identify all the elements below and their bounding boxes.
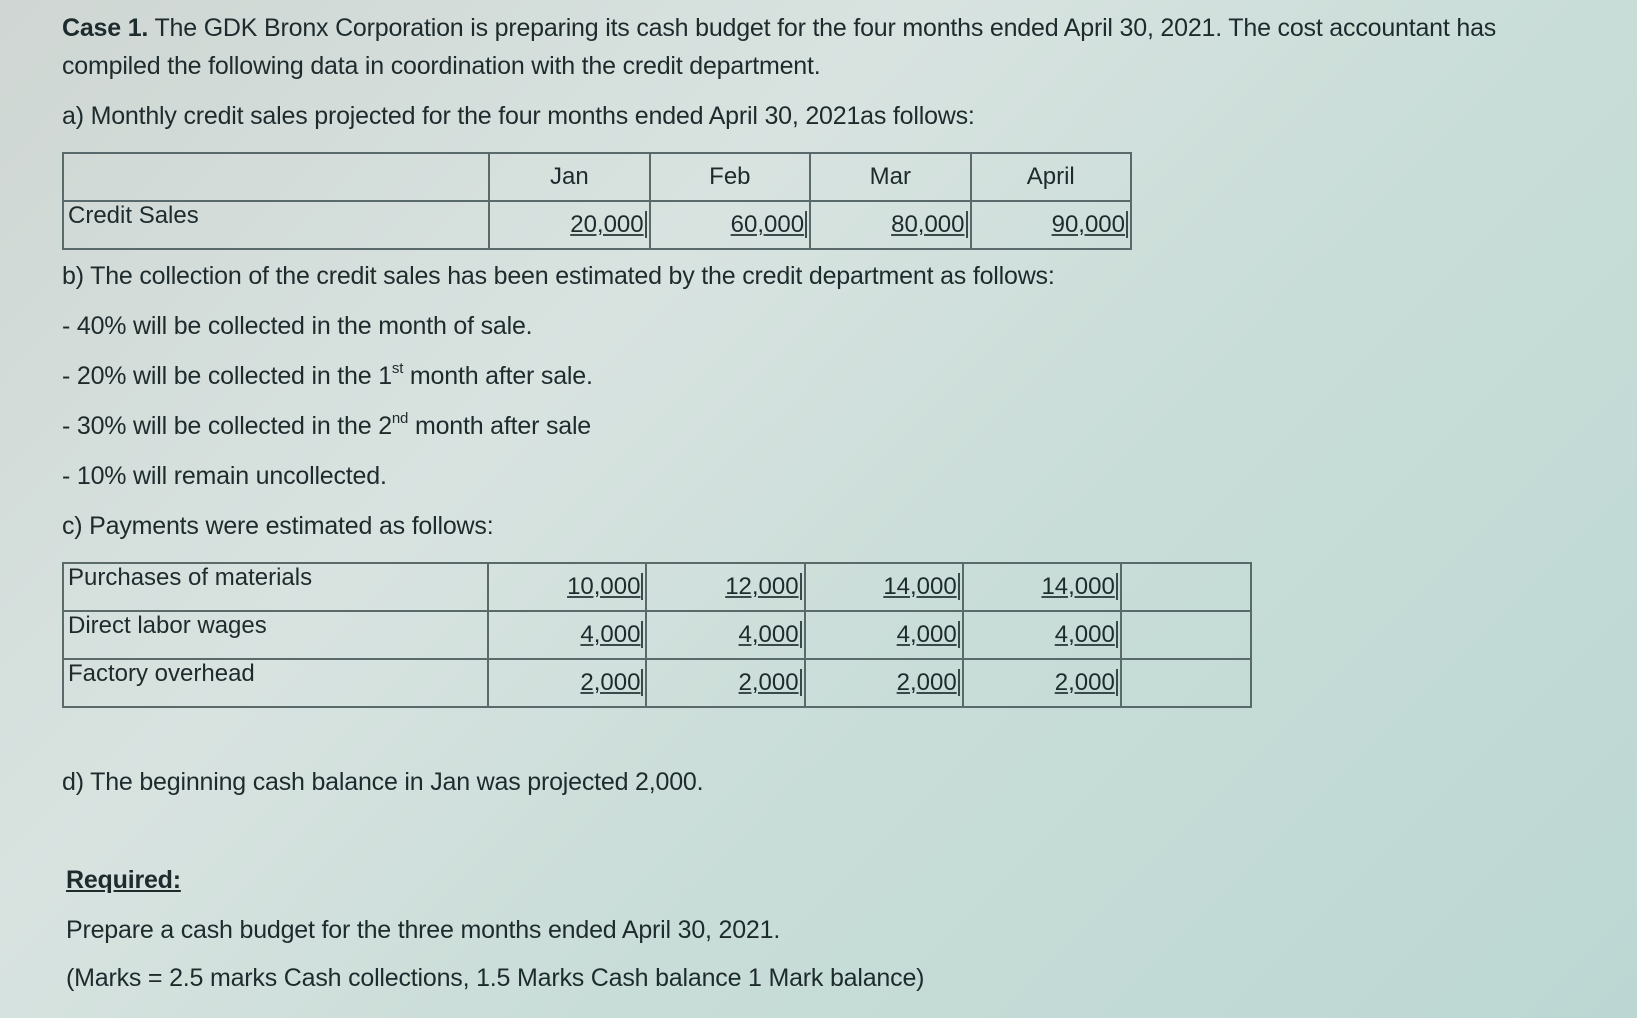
payment-value: 4,000 <box>963 611 1121 659</box>
payment-value: 14,000 <box>963 563 1121 611</box>
intro-text-1: The GDK Bronx Corporation is preparing its cash budget for the four months ended April 30, 2021. The cost accountant has <box>148 14 1497 42</box>
required-label: Required: <box>66 866 181 894</box>
section-d-text: d) The beginning cash balance in Jan was projected 2,000. <box>62 768 704 796</box>
header-jan: Jan <box>489 153 649 201</box>
credit-sales-jan: 20,000 <box>489 201 649 249</box>
required-line-2: (Marks = 2.5 marks Cash collections, 1.5 Marks Cash balance 1 Mark balance) <box>66 964 925 992</box>
section-c-text: c) Payments were estimated as follows: <box>62 512 494 540</box>
payments-table <box>62 562 1252 708</box>
payment-empty-cell <box>1121 659 1251 707</box>
payment-value: 4,000 <box>488 611 646 659</box>
collection-item-3: - 30% will be collected in the 2nd month after sale <box>62 410 592 440</box>
credit-sales-row <box>63 201 1131 249</box>
payment-value: 12,000 <box>646 563 804 611</box>
collection-item-4: - 10% will remain uncollected. <box>62 462 387 490</box>
case-label: Case 1. <box>62 14 149 42</box>
intro-line-1 <box>62 14 1496 43</box>
collection-item-1: - 40% will be collected in the month of sale. <box>62 312 533 340</box>
payments-row <box>63 563 1251 611</box>
payment-label: Direct labor wages <box>63 611 488 659</box>
credit-sales-april: 90,000 <box>971 201 1132 249</box>
payment-value: 2,000 <box>646 659 804 707</box>
payment-value: 2,000 <box>805 659 963 707</box>
header-feb: Feb <box>650 153 810 201</box>
payments-row <box>63 611 1251 659</box>
payment-label: Purchases of materials <box>63 563 488 611</box>
header-mar: Mar <box>810 153 970 201</box>
payment-empty-cell <box>1121 563 1251 611</box>
header-april: April <box>971 153 1132 201</box>
credit-sales-header-row <box>63 153 1131 201</box>
payment-value: 2,000 <box>488 659 646 707</box>
credit-sales-label: Credit Sales <box>63 201 489 249</box>
payments-row <box>63 659 1251 707</box>
section-a-text: a) Monthly credit sales projected for the four months ended April 30, 2021as follows: <box>62 102 975 130</box>
payment-value: 2,000 <box>963 659 1121 707</box>
payment-value: 4,000 <box>646 611 804 659</box>
payment-value: 4,000 <box>805 611 963 659</box>
section-b-text: b) The collection of the credit sales has been estimated by the credit department as follows: <box>62 262 1055 290</box>
required-line-1: Prepare a cash budget for the three months ended April 30, 2021. <box>66 916 781 944</box>
credit-sales-mar: 80,000 <box>810 201 970 249</box>
collection-item-2: - 20% will be collected in the 1st month after sale. <box>62 360 593 390</box>
payment-label: Factory overhead <box>63 659 488 707</box>
header-empty-cell <box>63 153 489 201</box>
payment-value: 14,000 <box>805 563 963 611</box>
credit-sales-table <box>62 152 1132 250</box>
payment-value: 10,000 <box>488 563 646 611</box>
payment-empty-cell <box>1121 611 1251 659</box>
credit-sales-feb: 60,000 <box>650 201 810 249</box>
intro-line-2: compiled the following data in coordination with the credit department. <box>62 52 821 80</box>
